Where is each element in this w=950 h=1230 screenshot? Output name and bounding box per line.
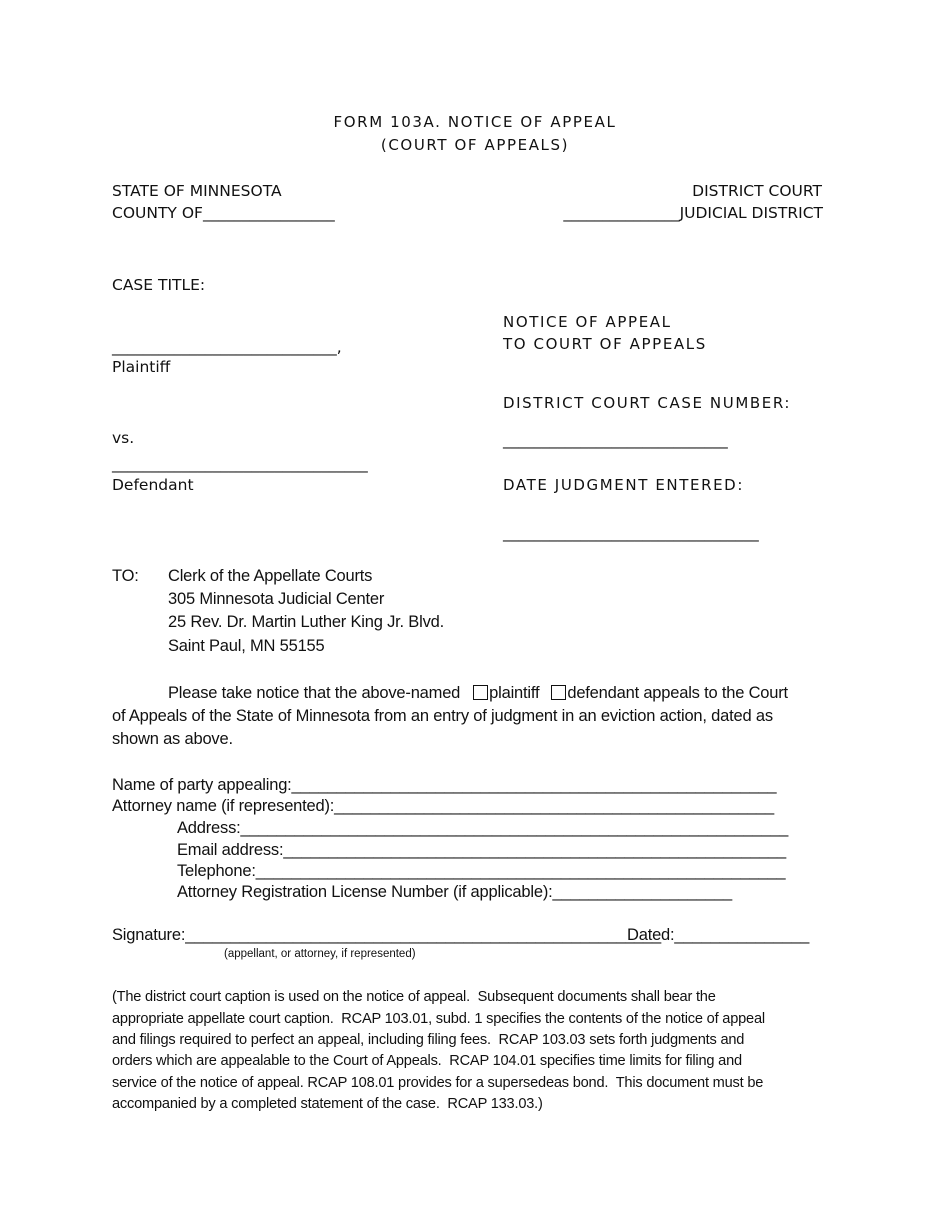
footnote-line-1: (The district court caption is used on the notice of appeal. Subsequent documents shall bear the [112,989,716,1005]
signature-field[interactable]: Signature:_____________________________________________________ [112,926,661,944]
county-line[interactable]: COUNTY OF_________________ [112,204,335,222]
court-label: DISTRICT COURT [692,182,822,200]
defendant-line[interactable]: _________________________________ [112,455,368,473]
email-field[interactable]: Email address:________________________________________________________ [177,841,787,859]
defendant-label: Defendant [112,476,194,494]
footnote-line-3: and filings required to perfect an appeal, including filing fees. RCAP 103.03 sets forth judgments and [112,1032,745,1048]
notice-paragraph-line-2: of Appeals of the State of Minnesota from an entry of judgment in an eviction action, dated as [112,707,773,725]
defendant-checkbox[interactable] [551,685,566,700]
case-number-line[interactable]: _____________________________ [503,431,728,449]
signature-note: (appellant, or attorney, if represented) [224,948,416,960]
to-label: TO: [112,567,139,585]
defendant-option-label: defendant appeals to the Court [567,684,788,702]
notice-paragraph-line-3: shown as above. [112,730,233,748]
clerk-address-line-2: 25 Rev. Dr. Martin Luther King Jr. Blvd. [168,613,444,631]
form-subtitle: (COURT OF APPEALS) [380,136,570,154]
footnote-line-5: service of the notice of appeal. RCAP 108.01 provides for a supersedeas bond. This document must be [112,1075,764,1091]
form-title: FORM 103A. NOTICE OF APPEAL [333,113,617,131]
registration-number-field[interactable]: Attorney Registration License Number (if applicable):____________________ [177,883,733,901]
clerk-address-line-3: Saint Paul, MN 55155 [168,637,325,655]
case-title-label: CASE TITLE: [112,276,206,294]
plaintiff-checkbox[interactable] [473,685,488,700]
plaintiff-option-label: plaintiff [489,684,540,702]
case-number-label: DISTRICT COURT CASE NUMBER: [503,394,792,412]
notice-heading-1: NOTICE OF APPEAL [503,313,672,331]
vs-label: vs. [112,429,135,447]
date-judgment-label: DATE JUDGMENT ENTERED: [503,476,744,494]
attorney-name-field[interactable]: Attorney name (if represented):_________________________________________________ [112,797,775,815]
footnote-line-6: accompanied by a completed statement of the case. RCAP 133.03.) [112,1096,543,1112]
plaintiff-label: Plaintiff [112,358,171,376]
footnote-line-2: appropriate appellate court caption. RCAP 103.01, subd. 1 specifies the contents of the notice of appeal [112,1011,765,1027]
notice-paragraph-line-1 [168,684,788,703]
clerk-address-line-1: 305 Minnesota Judicial Center [168,590,385,608]
notice-heading-2: TO COURT OF APPEALS [503,335,707,353]
party-name-field[interactable]: Name of party appealing:______________________________________________________ [112,776,777,794]
date-judgment-line[interactable]: _________________________________ [503,524,759,542]
state-label: STATE OF MINNESOTA [112,182,282,200]
judicial-district-line[interactable]: _______________JUDICIAL DISTRICT [563,204,823,222]
address-field[interactable]: Address:_____________________________________________________________ [177,819,789,837]
clerk-name: Clerk of the Appellate Courts [168,567,373,585]
notice-intro: Please take notice that the above-named [168,684,461,702]
dated-field[interactable]: Dated:_______________ [627,926,810,944]
plaintiff-line[interactable]: _____________________________, [112,338,342,356]
footnote-line-4: orders which are appealable to the Court of Appeals. RCAP 104.01 specifies time limits for filing and [112,1053,742,1069]
telephone-field[interactable]: Telephone:___________________________________________________________ [177,862,786,880]
